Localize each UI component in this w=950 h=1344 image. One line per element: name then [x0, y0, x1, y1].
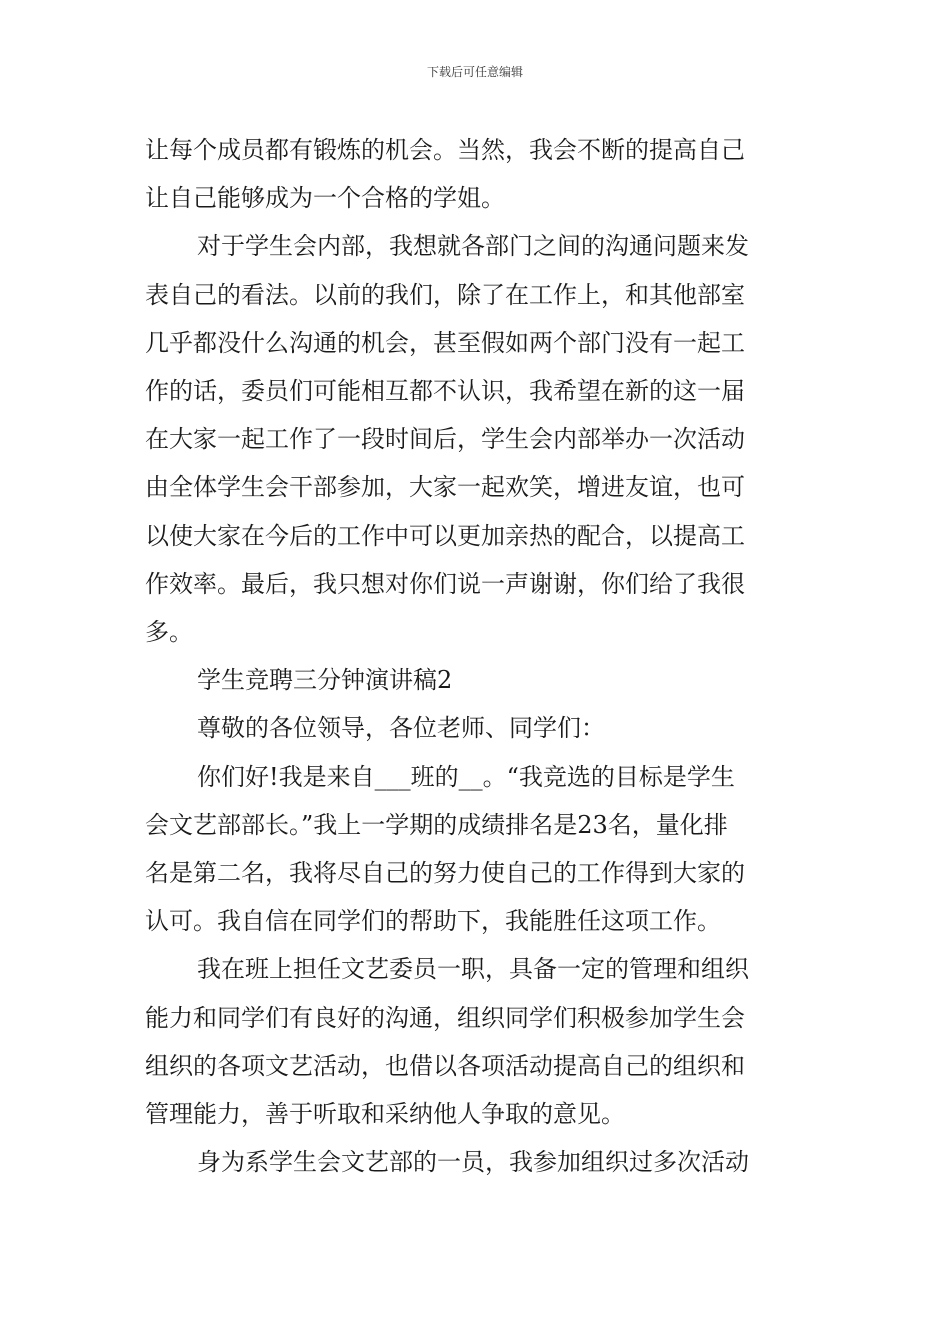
- text-line: 作的话，委员们可能相互都不认识，我希望在新的这一届: [145, 377, 745, 406]
- text-line: 尊敬的各位领导，各位老师、同学们：: [197, 714, 605, 743]
- text-line: 作效率。最后，我只想对你们说一声谢谢，你们给了我很: [145, 569, 745, 598]
- text-line: 以使大家在今后的工作中可以更加亲热的配合，以提高工: [145, 521, 745, 550]
- text-line: 对于学生会内部，我想就各部门之间的沟通问题来发: [197, 232, 749, 261]
- paragraph: [145, 1138, 810, 1186]
- text-line: 组织的各项文艺活动，也借以各项活动提高自己的组织和: [145, 1051, 745, 1080]
- text-line: 几乎都没什么沟通的机会，甚至假如两个部门没有一起工: [145, 328, 745, 357]
- text-line: 你们好!我是来自___班的__。“我竞选的目标是学生: [197, 762, 735, 791]
- text-line: 身为系学生会文艺部的一员，我参加组织过多次活动: [197, 1148, 749, 1177]
- text-line: 让自己能够成为一个合格的学姐。: [145, 184, 505, 213]
- text-line: 管理能力，善于听取和采纳他人争取的意见。: [145, 1100, 625, 1129]
- paragraph: [145, 222, 810, 656]
- section-heading: [145, 656, 810, 704]
- salutation: [145, 704, 810, 752]
- text-line: 我在班上担任文艺委员一职，具备一定的管理和组织: [197, 955, 749, 984]
- text-line: 表自己的看法。以前的我们，除了在工作上，和其他部室: [145, 280, 745, 309]
- paragraph: [145, 126, 810, 222]
- paragraph: [145, 753, 810, 946]
- text-line: 学生竞聘三分钟演讲稿2: [197, 666, 453, 695]
- text-line: 名是第二名，我将尽自己的努力使自己的工作得到大家的: [145, 859, 745, 888]
- paragraph: [145, 945, 810, 1138]
- text-line: 由全体学生会干部参加，大家一起欢笑，增进友谊，也可: [145, 473, 745, 502]
- document-body: [145, 126, 810, 1186]
- page-header: 下载后可任意编辑: [426, 65, 523, 79]
- text-line: 在大家一起工作了一段时间后，学生会内部举办一次活动: [145, 425, 745, 454]
- text-line: 多。: [145, 618, 193, 647]
- text-line: 认可。我自信在同学们的帮助下，我能胜任这项工作。: [145, 907, 721, 936]
- text-line: 让每个成员都有锻炼的机会。当然，我会不断的提高自己: [145, 136, 745, 164]
- text-line: 能力和同学们有良好的沟通，组织同学们积极参加学生会: [145, 1003, 745, 1032]
- text-line: 会文艺部部长。”我上一学期的成绩排名是23名，量化排: [145, 810, 728, 839]
